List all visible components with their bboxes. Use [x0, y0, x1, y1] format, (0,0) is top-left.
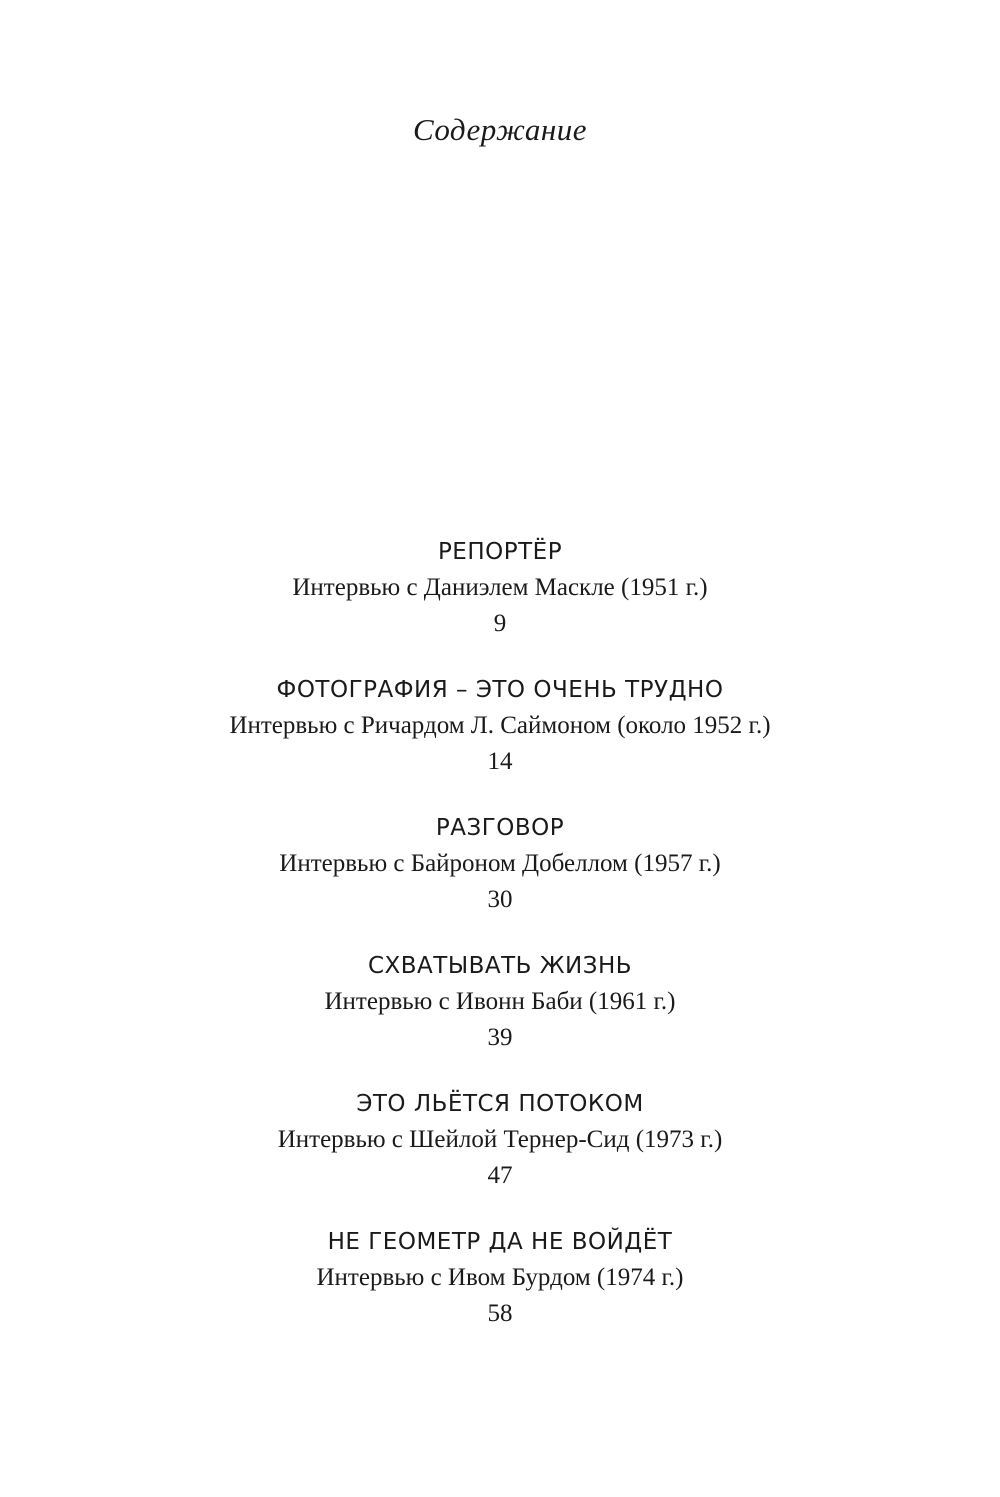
toc-entry [0, 672, 1000, 810]
toc-entry-heading: РЕПОРТЁР [437, 539, 563, 565]
toc-entry-subtitle: Интервью с Ивом Бурдом (1974 г.) [316, 1264, 684, 1291]
toc-entry-heading: ФОТОГРАФИЯ – ЭТО ОЧЕНЬ ТРУДНО [276, 677, 724, 703]
table-of-contents [0, 534, 1000, 1362]
toc-entry-subtitle: Интервью с Ивонн Баби (1961 г.) [324, 988, 676, 1015]
toc-entry [0, 948, 1000, 1086]
toc-entry-heading: СХВАТЫВАТЬ ЖИЗНЬ [367, 953, 633, 979]
toc-entry-page-number: 47 [487, 1162, 513, 1189]
toc-entry-page-number: 14 [487, 748, 513, 775]
toc-entry [0, 810, 1000, 948]
toc-entry-page-number: 58 [487, 1300, 513, 1327]
toc-entry-subtitle: Интервью с Ричардом Л. Саймоном (около 1952 г.) [229, 712, 771, 739]
toc-entry-heading: ЭТО ЛЬЁТСЯ ПОТОКОМ [356, 1091, 644, 1117]
toc-entry-page-number: 39 [487, 1024, 513, 1051]
toc-entry-heading: РАЗГОВОР [435, 815, 565, 841]
toc-entry [0, 534, 1000, 672]
toc-entry [0, 1224, 1000, 1362]
toc-entry-heading: НЕ ГЕОМЕТР ДА НЕ ВОЙДЁТ [327, 1229, 673, 1255]
toc-entry [0, 1086, 1000, 1224]
toc-entry-subtitle: Интервью с Байроном Добеллом (1957 г.) [279, 850, 721, 877]
toc-entry-subtitle: Интервью с Шейлой Тернер-Сид (1973 г.) [277, 1126, 723, 1153]
toc-entry-page-number: 30 [487, 886, 513, 913]
toc-entry-page-number: 9 [493, 610, 507, 637]
toc-entry-subtitle: Интервью с Даниэлем Маскле (1951 г.) [292, 574, 708, 601]
page-title: Содержание [412, 112, 588, 147]
